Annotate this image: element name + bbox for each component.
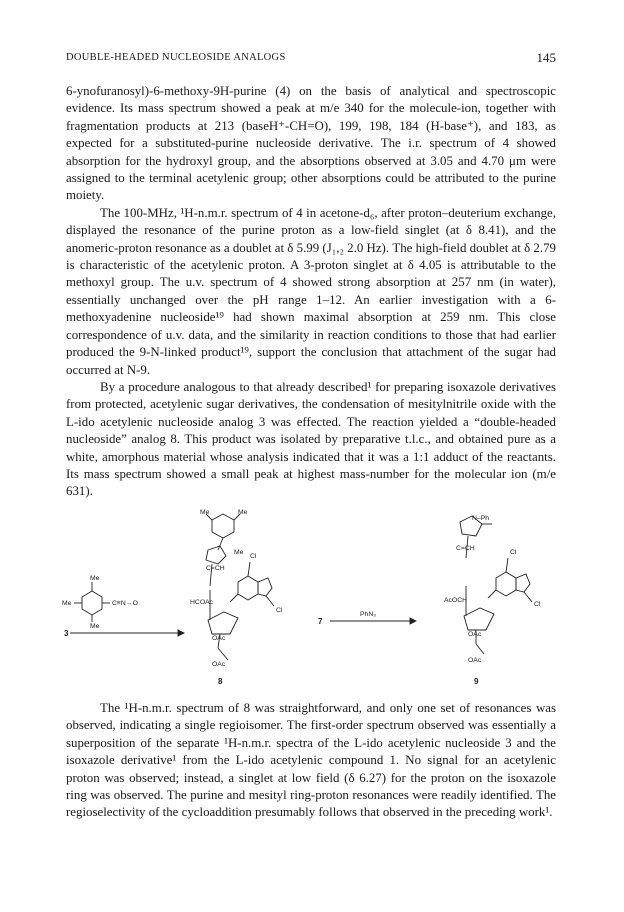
label-reagent: PhN₃ bbox=[360, 611, 376, 618]
label-cl-2-ring: Cl bbox=[534, 601, 541, 608]
label-me-5: Me bbox=[62, 600, 72, 607]
label-me-1: Me bbox=[200, 509, 210, 516]
paragraph-3: By a procedure analogous to that already described¹ for preparing isoxazole derivatives from protected, acetylenic sugar derivatives, the condensation of mesitylnitrile oxide with the L-ido acetylenic nucleoside analog 3 was effected. The reaction yielded a “double-headed nucleoside” analog 8. This product was isolated by preparative t.l.c., and obtained pure as a white, amorphous material whose analysis indicated that it was a 1:1 adduct of the reactants. Its mass spectrum showed a small peak at highest mass-number for the molecular ion (m/e 631). bbox=[66, 379, 556, 499]
page-number: 145 bbox=[536, 50, 556, 65]
label-cl-1: Cl bbox=[250, 553, 257, 560]
label-me-2: Me bbox=[238, 509, 248, 516]
sugar-ring-8 bbox=[208, 612, 238, 634]
body-text-upper bbox=[66, 83, 556, 501]
label-me-6: Me bbox=[90, 623, 100, 630]
mesityl-ring bbox=[82, 591, 102, 615]
reaction-scheme-svg bbox=[60, 502, 560, 688]
body-text-lower bbox=[66, 700, 556, 822]
label-acoch: AcOCH bbox=[444, 597, 468, 604]
paragraph-2: The 100-MHz, ¹H-n.m.r. spectrum of 4 in acetone-d₆, after proton–deuterium exchange, displayed the resonance of the purine proton as a low-field singlet (at δ 8.41), and the anomeric-proton resonance as a doublet at δ 5.99 (J₁,₂ 2.0 Hz). The high-field doublet at δ 2.79 is characteristic of the acetylenic proton. A 3-proton singlet at δ 4.05 is attributable to the methoxyl group. The u.v. spectrum of 4 showed strong absorption at 257 nm (in water), essentially unchanged over the pH range 1–12. An earlier investigation with a 6-methoxyadenine nucleoside¹⁹ had shown maximal absorption at 259 nm. This close correspondence of u.v. data, and the similarity in reaction conditions to those that had earlier produced the 9-N-linked product¹⁹, support the conclusion that attachment of the sugar had occurred at N-9. bbox=[66, 205, 556, 377]
purine-ring-8 bbox=[238, 576, 258, 600]
reaction-scheme bbox=[60, 502, 560, 688]
label-oac-2: OAc bbox=[212, 661, 226, 668]
label-cl-1-ring: Cl bbox=[276, 607, 283, 614]
label-cl-2: Cl bbox=[510, 549, 517, 556]
label-me-4: Me bbox=[90, 575, 100, 582]
compound-number-7: 7 bbox=[318, 617, 323, 626]
label-nitrile-oxide: C≡N→O bbox=[112, 600, 138, 607]
page-header bbox=[66, 52, 556, 68]
compound-number-3: 3 bbox=[64, 629, 69, 638]
compound-number-9: 9 bbox=[474, 677, 479, 686]
purine-ring-9 bbox=[496, 572, 516, 596]
compound-number-8: 8 bbox=[218, 677, 223, 686]
mesityl-ring-8 bbox=[212, 514, 234, 538]
label-hcoac: HCOAc bbox=[190, 599, 214, 606]
isoxazole-ring bbox=[206, 546, 226, 564]
label-nph: N–Ph bbox=[472, 515, 490, 522]
label-ch-2: C=CH bbox=[456, 545, 475, 552]
paragraph-1: 6-ynofuranosyl)-6-methoxy-9H-purine (4) on the basis of analytical and spectroscopic evidence. Its mass spectrum showed a peak at m/e 340 for the molecule-ion, together with fragmentation products at 213 (baseH⁺-CH=O), 199, 198, 184 (H-base⁺), and 183, as expected for a substituted-purine nucleoside derivative. The i.r. spectrum of 4 showed absorption for the hydroxyl group, and the absorptions observed at 3.05 and 4.70 μm were assigned to the terminal acetylenic group; other absorptions could be attributed to the purine moiety. bbox=[66, 84, 556, 203]
paragraph-4: The ¹H-n.m.r. spectrum of 8 was straightforward, and only one set of resonances was observed, indicating a single regioisomer. The first-order spectrum observed was essentially a superposition of the separate ¹H-n.m.r. spectra of the L-ido acetylenic nucleoside 3 and the isoxazole derivative¹ from the L-ido acetylenic compound 1. No signal for an acetylenic proton was observed; instead, a singlet at low field (δ 6.27) for the proton on the isoxazole ring was observed. The purine and mesityl ring-proton resonances were readily identified. The regioselectivity of the cycloaddition presumably follows that observed in the preceding work¹. bbox=[66, 701, 556, 820]
label-oac-3: OAc bbox=[468, 631, 482, 638]
label-oac-1: OAc bbox=[212, 635, 226, 642]
sugar-ring-9 bbox=[464, 608, 494, 630]
running-head: DOUBLE-HEADED NUCLEOSIDE ANALOGS bbox=[66, 52, 286, 63]
label-me-3: Me bbox=[234, 549, 244, 556]
label-oac-4: OAc bbox=[468, 657, 482, 664]
label-ch-1: C=CH bbox=[206, 565, 225, 572]
